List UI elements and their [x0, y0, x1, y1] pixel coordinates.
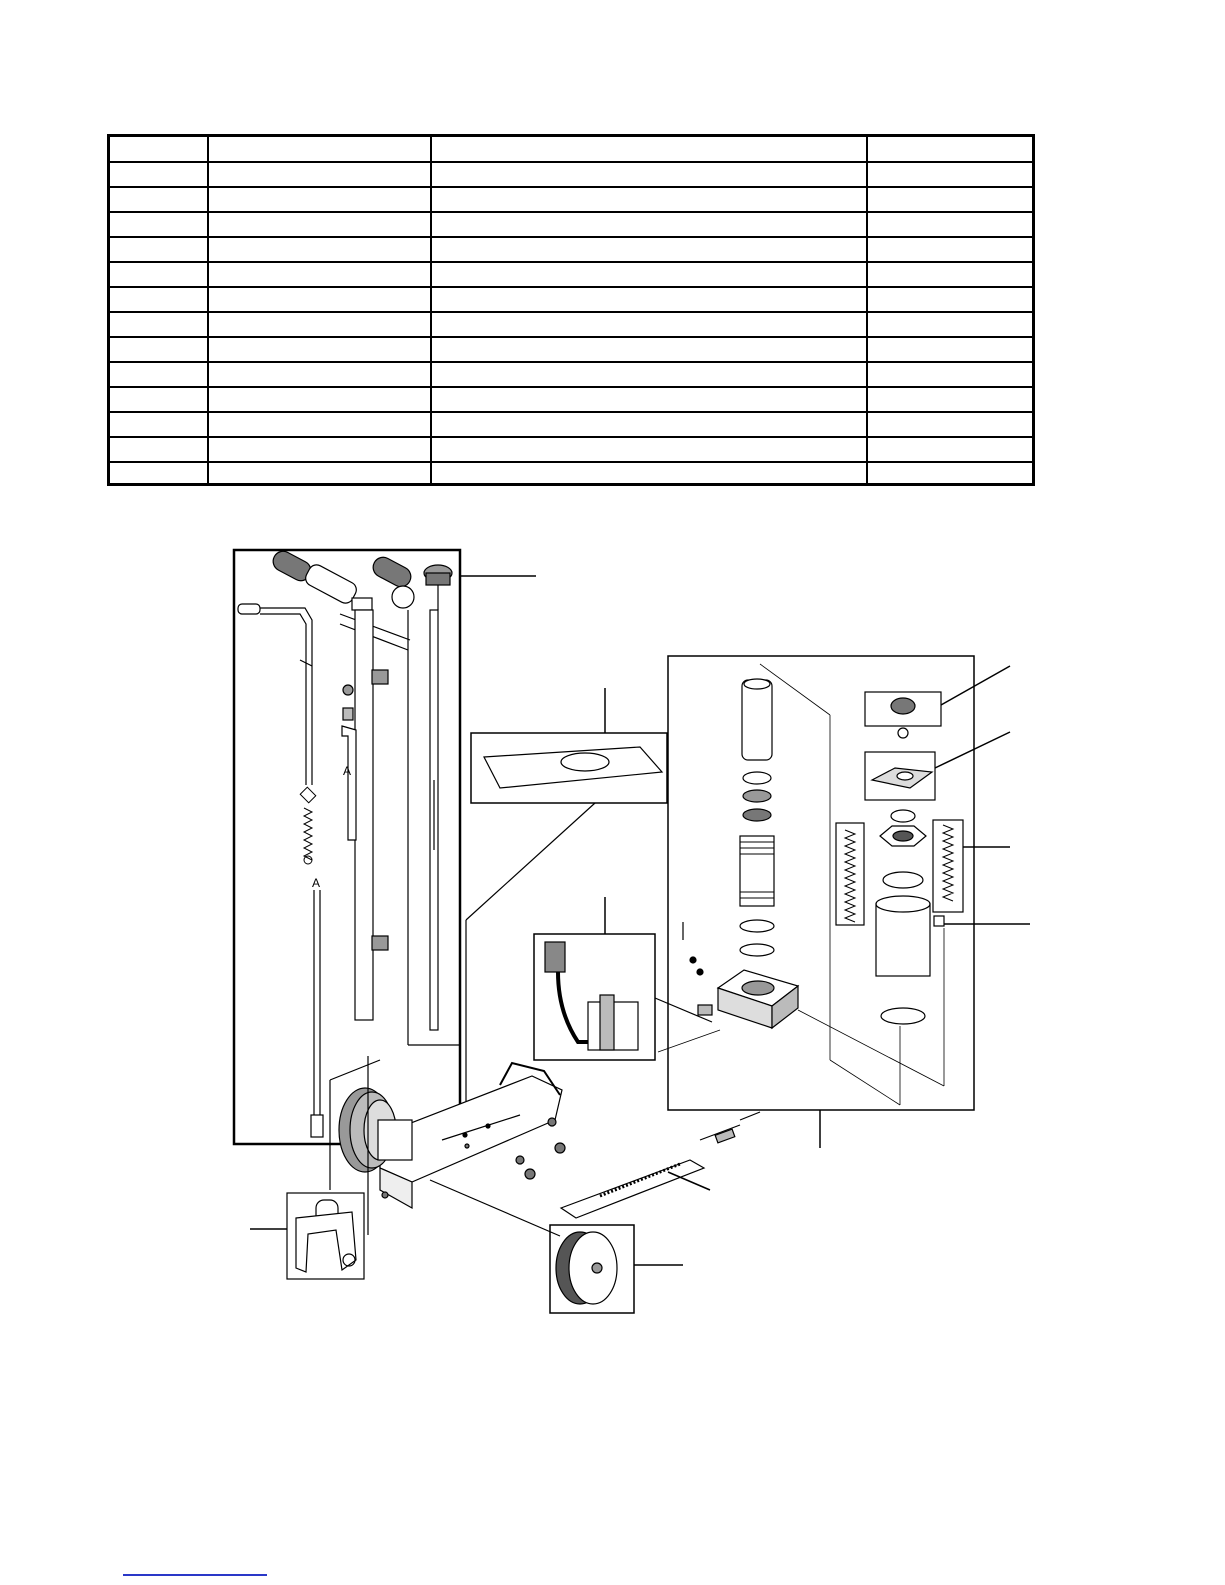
cylinder-sleeve: [740, 836, 774, 906]
pump-assembly-inset: [534, 897, 712, 1060]
rear-wheel-inset: [430, 1180, 683, 1313]
clip-bracket: [372, 936, 388, 950]
handle-tube: [355, 610, 373, 1020]
exploded-parts-diagram: [0, 540, 1225, 1340]
handle-socket: [352, 598, 372, 610]
table-column-divider: [430, 137, 432, 483]
return-spring: [300, 787, 316, 864]
spring-inset-left: [836, 823, 864, 925]
release-knob: [424, 565, 452, 610]
table-column-divider: [207, 137, 209, 483]
table-row: [110, 461, 1032, 463]
cylinder-assembly-group: [658, 656, 1030, 1148]
callout-leader: [668, 1172, 710, 1190]
washer-inset: [934, 916, 944, 926]
saddle-inset: [466, 688, 667, 1115]
linkage-plate: [342, 726, 356, 840]
pump-base-block: [718, 970, 798, 1028]
callout-leader: [935, 732, 1010, 768]
seal-ring: [743, 772, 771, 784]
table-row: [110, 211, 1032, 213]
clip-bracket: [372, 670, 388, 684]
detail-marker-a-upper: A: [343, 764, 352, 778]
handle-grip-right: [370, 554, 415, 608]
parts-list-table: [107, 134, 1035, 486]
table-row: [110, 286, 1032, 288]
table-row: [110, 186, 1032, 188]
table-row: [110, 386, 1032, 388]
table-row: [110, 336, 1032, 338]
table-row: [110, 436, 1032, 438]
o-ring: [883, 872, 923, 888]
table-row: [110, 361, 1032, 363]
detail-marker-a-lower: A: [312, 876, 321, 890]
lever-rod: [238, 604, 312, 785]
seal-ring: [743, 790, 771, 802]
o-ring: [740, 920, 774, 932]
seal-ring: [743, 809, 771, 821]
bushing: [343, 685, 353, 695]
bushing: [343, 708, 353, 720]
front-wheel: [339, 1088, 412, 1172]
table-row: [110, 161, 1032, 163]
o-ring: [891, 810, 915, 822]
handle-assembly-group: [234, 548, 536, 1144]
table-row: [110, 261, 1032, 263]
handle-grip-left: [270, 548, 359, 606]
reservoir-tube: [876, 904, 930, 976]
o-ring: [881, 1008, 925, 1024]
table-column-divider: [866, 137, 868, 483]
table-row: [110, 411, 1032, 413]
handle-assembly-frame: [234, 550, 460, 1144]
spring-inset-right: [933, 820, 963, 912]
ram: [742, 680, 772, 760]
table-row: [110, 311, 1032, 313]
caster-bracket-inset: [250, 1193, 364, 1279]
o-ring: [740, 944, 774, 956]
pump-socket-tube: [561, 1112, 760, 1218]
footer-link-underline[interactable]: [123, 1574, 267, 1576]
table-row: [110, 236, 1032, 238]
callout-leader: [941, 666, 1010, 705]
